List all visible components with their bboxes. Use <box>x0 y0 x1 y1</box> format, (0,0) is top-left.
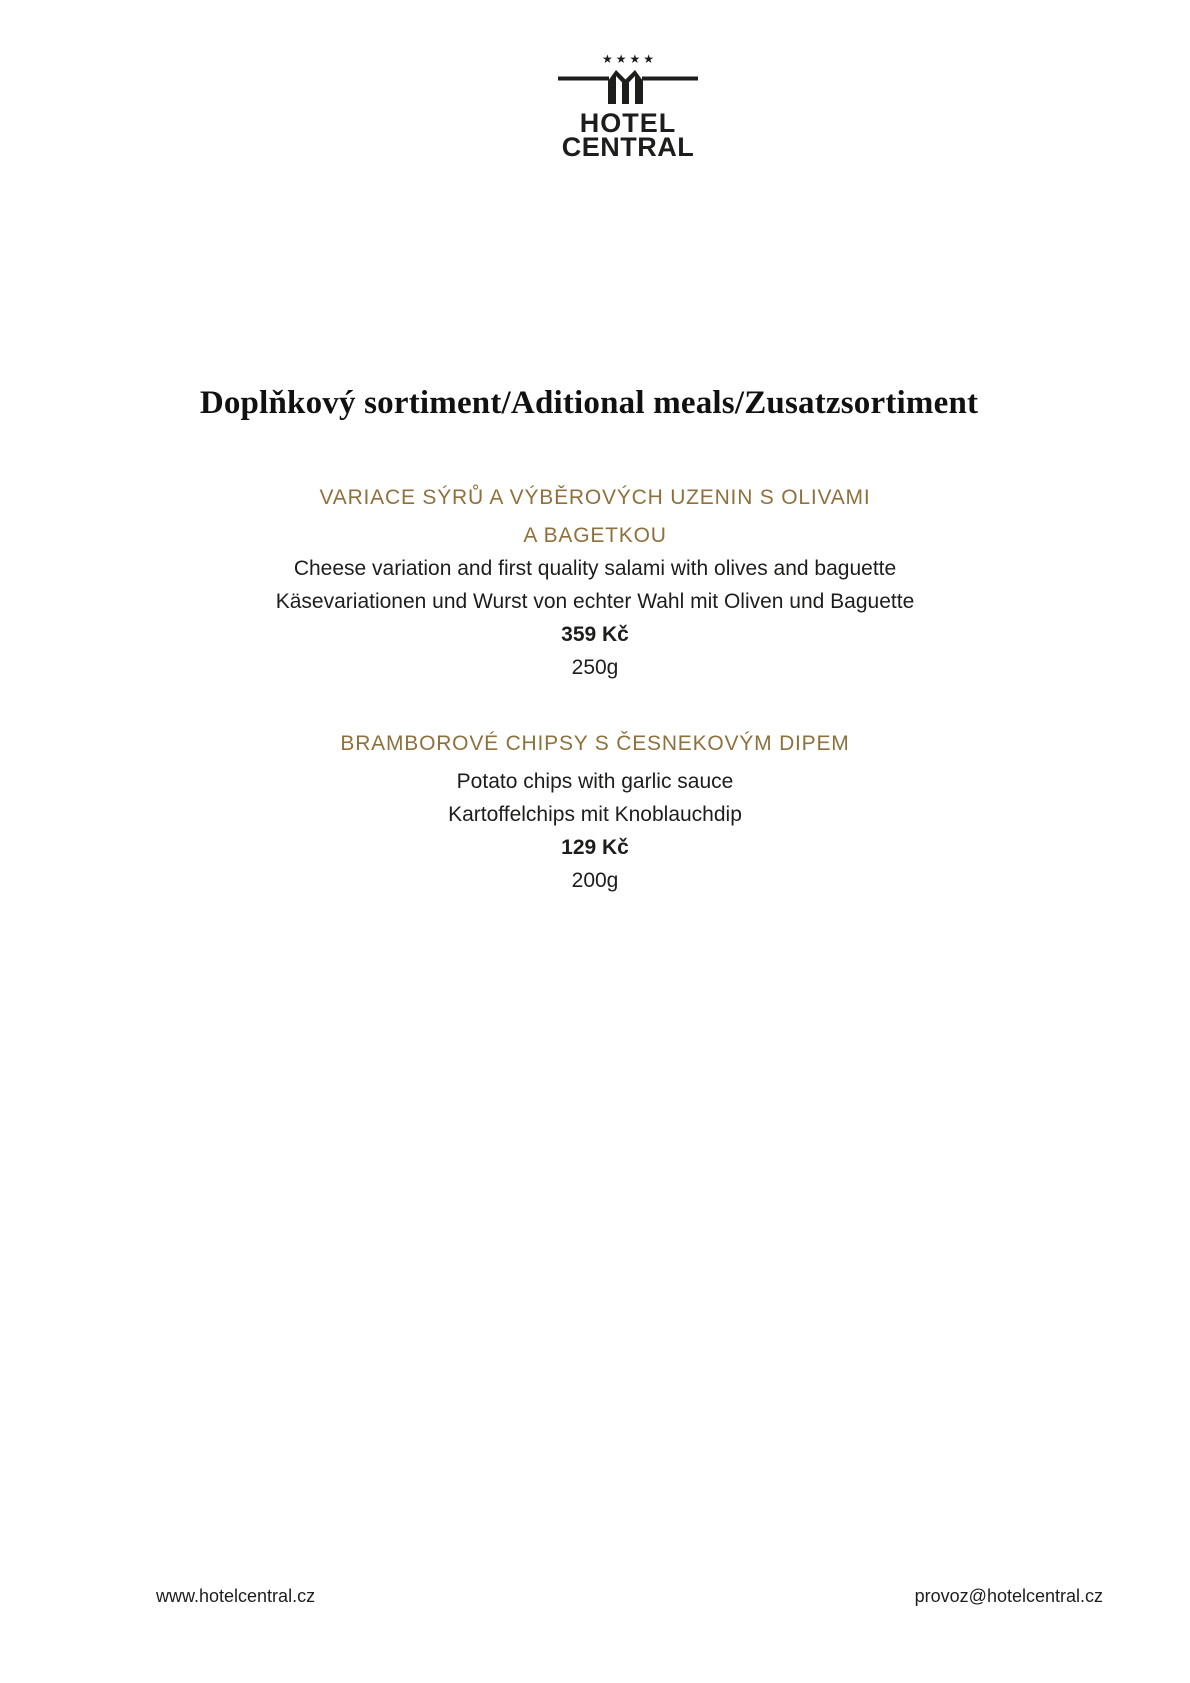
menu-item-cheese-variation <box>0 481 1190 684</box>
item-heading-line1: BRAMBOROVÉ CHIPSY S ČESNEKOVÝM DIPEM <box>340 732 850 755</box>
logo-text-hotel: HOTEL <box>579 108 677 138</box>
logo-text-central: CENTRAL <box>561 132 695 162</box>
menu-item-potato-chips <box>0 727 1190 897</box>
footer-website: www.hotelcentral.cz <box>156 1586 316 1606</box>
hotel-central-monogram-icon <box>558 67 698 107</box>
item-description-de: Kartoffelchips mit Knoblauchdip <box>448 803 742 826</box>
item-heading-line2: A BAGETKOU <box>523 524 667 547</box>
item-description-en: Potato chips with garlic sauce <box>456 770 734 793</box>
item-price: 129 Kč <box>561 836 629 859</box>
item-weight: 250g <box>571 656 619 679</box>
footer-email: provoz@hotelcentral.cz <box>914 1586 1103 1606</box>
hotel-central-logo <box>558 52 698 160</box>
item-weight: 200g <box>571 869 619 892</box>
item-price: 359 Kč <box>561 623 629 646</box>
item-description-en: Cheese variation and first quality salami with olives and baguette <box>293 557 897 580</box>
item-heading-line1: VARIACE SÝRŮ A VÝBĚROVÝCH UZENIN S OLIVAMI <box>319 486 871 509</box>
four-stars-icon: ★★★★ <box>601 52 658 66</box>
page-title: Doplňkový sortiment/Aditional meals/Zusatzsortiment <box>199 385 979 421</box>
item-description-de: Käsevariationen und Wurst von echter Wahl mit Oliven und Baguette <box>275 590 915 613</box>
